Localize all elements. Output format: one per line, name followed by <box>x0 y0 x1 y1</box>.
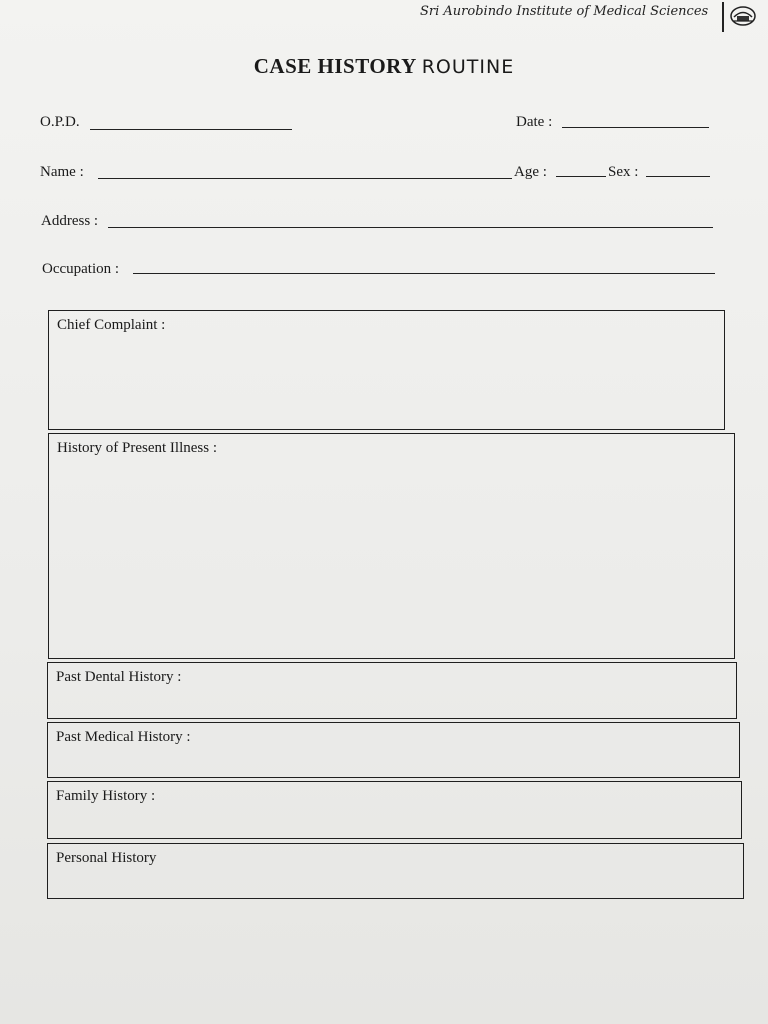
occupation-field[interactable] <box>133 273 715 274</box>
address-field[interactable] <box>108 227 713 228</box>
institution-name: Sri Aurobindo Institute of Medical Sciences <box>420 4 709 19</box>
past-dental-box[interactable] <box>47 662 737 719</box>
present-illness-label: History of Present Illness : <box>57 440 217 456</box>
name-label: Name : <box>40 164 84 180</box>
age-label: Age : <box>514 164 547 180</box>
age-field[interactable] <box>556 176 606 177</box>
institution-seal-icon <box>729 5 757 27</box>
address-label: Address : <box>41 213 99 229</box>
sex-field[interactable] <box>646 176 710 177</box>
personal-history-label: Personal History <box>56 850 157 866</box>
opd-field[interactable] <box>90 129 292 130</box>
chief-complaint-box[interactable] <box>48 310 725 430</box>
date-field[interactable] <box>562 127 709 128</box>
chief-complaint-label: Chief Complaint : <box>57 317 166 333</box>
past-medical-box[interactable] <box>47 722 740 778</box>
opd-label: O.P.D. <box>40 114 80 130</box>
past-medical-label: Past Medical History : <box>56 729 191 745</box>
present-illness-box[interactable] <box>48 433 735 659</box>
form-title-handwritten: ROUTINE <box>421 56 515 78</box>
form-title <box>0 54 768 79</box>
family-history-label: Family History : <box>56 788 156 804</box>
sex-label: Sex : <box>608 164 639 180</box>
name-field[interactable] <box>98 178 512 179</box>
form-title-printed: CASE HISTORY <box>253 54 416 78</box>
occupation-label: Occupation : <box>42 261 120 277</box>
personal-history-box[interactable] <box>47 843 744 899</box>
past-dental-label: Past Dental History : <box>56 669 182 685</box>
family-history-box[interactable] <box>47 781 742 839</box>
header-divider <box>722 2 724 32</box>
date-label: Date : <box>516 114 553 130</box>
